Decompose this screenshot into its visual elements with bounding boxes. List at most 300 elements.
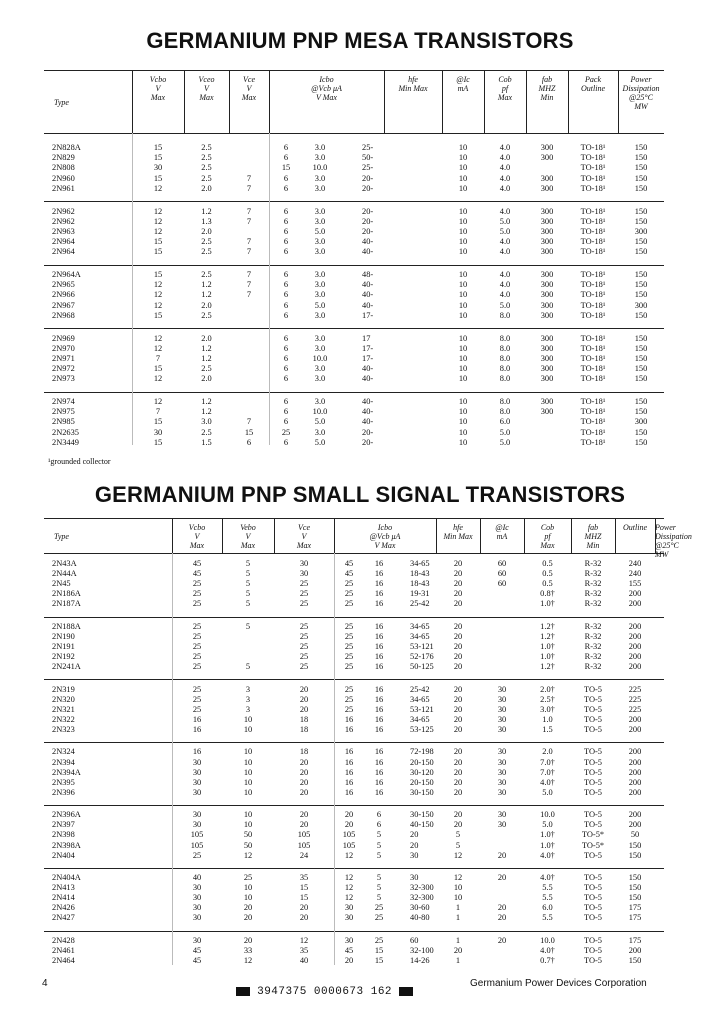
table-cell: 15	[244, 427, 254, 437]
header-cell	[384, 75, 442, 93]
table-cell: 2.5	[201, 427, 212, 437]
table-cell: 25	[344, 589, 354, 599]
table-row	[44, 685, 664, 695]
group-separator	[44, 805, 664, 806]
table-cell: 2N404A	[52, 873, 81, 882]
table-cell: 3	[245, 684, 251, 694]
table-cell: 5	[376, 850, 382, 860]
header-line: Icbo	[377, 523, 393, 532]
table-cell: 2.5	[201, 153, 212, 163]
header-line: pf	[544, 532, 551, 541]
column-divider	[568, 71, 569, 133]
table-cell: 30	[497, 747, 507, 757]
table-cell: 2.0	[201, 226, 212, 236]
table-cell: 6	[283, 353, 289, 363]
table-row	[44, 830, 664, 840]
group-separator	[44, 868, 664, 869]
table-row	[44, 810, 664, 820]
table-cell: 12	[153, 343, 163, 353]
table-cell: 5	[376, 893, 382, 903]
table-cell: 2N965	[52, 280, 75, 290]
table-cell: 8.0	[499, 364, 511, 374]
table-cell: 150	[634, 173, 648, 183]
column-divider	[615, 519, 616, 553]
column-divider	[484, 71, 485, 133]
table-cell: 5	[245, 621, 251, 631]
table-cell: 6.0	[499, 417, 511, 427]
table-cell: 2.0	[201, 374, 212, 384]
table-cell: 6	[283, 270, 289, 279]
table-cell: 20	[299, 704, 309, 714]
table-cell: TO-18¹	[580, 397, 606, 406]
table-row	[44, 247, 664, 257]
table-cell: TO-5*	[581, 840, 605, 850]
table-cell: 10	[458, 364, 468, 374]
table-row	[44, 788, 664, 798]
header-line: Vebo	[240, 523, 256, 532]
column-divider	[526, 71, 527, 133]
table-row	[44, 374, 664, 384]
table-cell: 20	[453, 684, 463, 694]
table-cell: 300	[634, 226, 648, 236]
table-cell: 25	[192, 684, 202, 694]
table-cell: 16	[374, 621, 384, 631]
table-cell: 10	[458, 226, 468, 236]
table-cell: 15	[374, 945, 384, 955]
table-row	[44, 334, 664, 344]
barcode-block-icon	[399, 987, 413, 996]
table-cell: 240	[628, 559, 642, 568]
table-cell: 12	[344, 883, 354, 893]
table-cell: 4.0	[499, 143, 511, 152]
table-cell: 200	[628, 662, 642, 672]
table-cell: R-32	[584, 642, 602, 651]
table-cell: 30	[192, 757, 202, 767]
table-cell: TO-18¹	[580, 417, 606, 427]
table-cell: 4.0	[499, 247, 511, 257]
table-cell: 18	[299, 725, 309, 734]
barcode	[236, 986, 413, 998]
table-cell: TO-5	[584, 820, 602, 830]
table-cell: 20	[497, 913, 507, 923]
table-cell: 30	[192, 913, 202, 923]
table-cell: 15	[153, 270, 163, 279]
table-cell: 10	[458, 397, 468, 406]
header-line: @Ic	[495, 523, 509, 532]
table-cell: 12	[243, 850, 253, 860]
table-cell: 16	[374, 652, 384, 662]
table-cell: TO-5	[584, 893, 602, 903]
table-cell: 20	[453, 777, 463, 787]
table-cell: 35	[299, 945, 309, 955]
table-cell: 10	[243, 787, 253, 797]
table-cell: 300	[634, 300, 648, 310]
table-cell: 300	[540, 290, 554, 300]
table-cell: 7	[246, 183, 252, 193]
column-divider	[655, 519, 656, 553]
table-cell: 20	[453, 767, 463, 777]
table-cell: TO-18¹	[580, 206, 606, 216]
table-cell: 20	[299, 820, 309, 830]
table-cell: TO-18¹	[580, 216, 606, 226]
table-cell: 1.2†	[540, 662, 555, 672]
table-cell: 20	[453, 747, 463, 757]
table-cell: 200	[628, 810, 642, 820]
table-cell: 30	[497, 704, 507, 714]
table-cell: 30	[153, 163, 163, 173]
table-cell: TO-18¹	[580, 374, 606, 384]
table-cell: 15	[153, 437, 163, 447]
table-cell: 6	[283, 237, 289, 247]
table-cell: 25	[299, 662, 309, 672]
table-row	[44, 364, 664, 374]
table-cell: 6	[376, 810, 382, 820]
table-row	[44, 841, 664, 851]
table-cell: 1.0	[542, 714, 553, 724]
table-cell: 200	[628, 777, 642, 787]
header-line: mA	[496, 532, 508, 541]
table-cell: TO-18¹	[580, 163, 606, 173]
table-cell: 16	[374, 599, 384, 609]
header-cell	[269, 75, 384, 102]
table-cell: 20-	[362, 427, 374, 437]
table-cell: TO-18¹	[580, 247, 606, 257]
table-cell: 2.0	[201, 333, 212, 343]
table-cell: 12	[453, 873, 463, 882]
table-cell: 300	[540, 143, 554, 152]
header-line: Max	[199, 93, 214, 102]
table-cell: 6	[283, 247, 289, 257]
table-cell: 25-	[362, 163, 374, 173]
table-cell: 53-121	[410, 704, 434, 714]
table-cell: 30	[497, 777, 507, 787]
table-cell: 16	[344, 787, 354, 797]
table-cell: 10	[243, 747, 253, 757]
table-cell: 2N964A	[52, 270, 81, 279]
table-cell: 4.0†	[540, 777, 555, 787]
barcode-text: 3947375 0000673 162	[257, 986, 393, 998]
table-cell: 30	[192, 893, 202, 903]
table-cell: 10	[453, 883, 463, 893]
table-cell: 3.0	[314, 310, 326, 320]
table-cell: TO-5	[584, 714, 602, 724]
table-cell: 18-43	[410, 579, 430, 589]
header-line: MHZ	[584, 532, 602, 541]
group-separator	[44, 742, 664, 743]
table-cell: 3.0	[314, 280, 326, 290]
table-cell: 1.0†	[540, 642, 555, 651]
table-cell: 2N461	[52, 945, 75, 955]
table-cell: 150	[634, 163, 648, 173]
table-cell: 20	[453, 820, 463, 830]
table-cell: 2N414	[52, 893, 75, 903]
table-cell: 8.0	[499, 310, 511, 320]
group-separator	[44, 328, 664, 329]
table-cell: 3.0	[314, 247, 326, 257]
header-line: Max	[540, 541, 555, 550]
table-cell: 150	[634, 216, 648, 226]
table-cell: 20	[243, 913, 253, 923]
table-cell: 5	[376, 883, 382, 893]
table-cell: TO-5	[584, 903, 602, 913]
table-cell: 175	[628, 935, 642, 945]
table-cell: 16	[374, 569, 384, 579]
table-cell: 16	[374, 694, 384, 704]
header-line: Vce	[243, 75, 255, 84]
table-cell: 5	[376, 830, 382, 840]
table-cell: 20	[299, 810, 309, 820]
table-row	[44, 227, 664, 237]
table-cell: 2N404	[52, 850, 75, 860]
table-cell: 30	[299, 569, 309, 579]
table-row	[44, 873, 664, 883]
table-cell: 20	[453, 559, 463, 568]
table-cell: 1.2	[201, 290, 212, 300]
table-cell: 300	[540, 153, 554, 163]
table-cell: 30	[192, 903, 202, 913]
table-cell: TO-18¹	[580, 300, 606, 310]
table-row	[44, 301, 664, 311]
table-cell: 30	[344, 913, 354, 923]
table-cell: 2N970	[52, 343, 75, 353]
table-cell: 2N45	[52, 579, 71, 589]
column-divider	[480, 519, 481, 553]
table-cell: 40-	[362, 290, 374, 300]
table-cell: 5.0	[499, 216, 511, 226]
table-cell: TO-5	[584, 684, 602, 694]
table-cell: 300	[540, 300, 554, 310]
table-cell: 40	[299, 956, 309, 965]
table-cell: R-32	[584, 579, 602, 589]
table-cell: 16	[344, 777, 354, 787]
table-row	[44, 344, 664, 354]
table-cell: 2N972	[52, 364, 75, 374]
header-line: Outline	[581, 84, 605, 93]
table-cell: TO-5	[584, 704, 602, 714]
table-row	[44, 290, 664, 300]
table-cell: TO-18¹	[580, 343, 606, 353]
table-cell: 10	[458, 310, 468, 320]
table-cell: TO-18¹	[580, 437, 606, 447]
table-cell: 40-	[362, 237, 374, 247]
table-cell: 300	[540, 310, 554, 320]
table-cell: 12	[153, 216, 163, 226]
group-separator	[44, 931, 664, 932]
table-cell: 15	[153, 153, 163, 163]
column-divider	[618, 71, 619, 133]
table-cell: 25	[192, 652, 202, 662]
table-cell: 20	[344, 810, 354, 820]
table-cell: 6	[283, 226, 289, 236]
table-cell: 150	[628, 850, 642, 860]
table-cell: 150	[628, 893, 642, 903]
table-cell: 17-	[362, 343, 374, 353]
table-cell: 2N395	[52, 777, 75, 787]
table-cell: 20	[497, 873, 507, 882]
table-cell: 150	[634, 343, 648, 353]
column-divider	[172, 519, 173, 553]
table-cell: 300	[540, 183, 554, 193]
table-cell: 40-	[362, 417, 374, 427]
table-row	[44, 695, 664, 705]
table-row	[44, 569, 664, 579]
table-cell: 30	[192, 935, 202, 945]
table-cell: 33	[243, 945, 253, 955]
table-cell: 150	[634, 280, 648, 290]
table-cell: 6	[283, 290, 289, 300]
header-cell	[480, 523, 524, 541]
header-line: MHZ	[538, 84, 556, 93]
table-cell: 3.0	[314, 427, 326, 437]
table-cell: 3.0	[314, 270, 326, 279]
table-cell: 2N192	[52, 652, 75, 662]
column-divider	[436, 519, 437, 553]
table-cell: TO-18¹	[580, 310, 606, 320]
table-cell: 10	[243, 767, 253, 777]
table-cell: 0.5	[542, 569, 553, 579]
table-cell: 200	[628, 747, 642, 757]
table-cell: 40-	[362, 407, 374, 417]
header-line: Max	[241, 93, 257, 102]
table-cell: 5	[376, 873, 382, 882]
table-cell: 1.5	[542, 725, 553, 734]
table-cell: 12	[299, 935, 309, 945]
table-cell: 0.8†	[540, 589, 555, 599]
table-cell: 3.0	[314, 143, 326, 152]
table-cell: TO-5	[584, 883, 602, 893]
table-row	[44, 642, 664, 652]
table-cell: 10.0	[312, 163, 328, 173]
table-cell: TO-5	[584, 747, 602, 757]
table-cell: 12	[153, 397, 163, 406]
header-line: Type	[54, 532, 69, 541]
table-cell: 105	[342, 840, 356, 850]
table-cell: 7	[155, 353, 161, 363]
table-cell: 45	[344, 945, 354, 955]
table-cell: 16	[344, 747, 354, 757]
table-cell: 15	[153, 364, 163, 374]
column-divider	[229, 71, 230, 133]
header-line: V	[301, 532, 307, 541]
table-cell: 7	[246, 206, 252, 216]
table-cell: 2.5	[201, 270, 212, 279]
table-cell: 4.0	[499, 270, 511, 279]
group-separator	[44, 265, 664, 266]
table-cell: 300	[540, 270, 554, 279]
table-cell: 2.0	[201, 300, 212, 310]
table-cell: 5	[455, 830, 461, 840]
table-cell: 7	[246, 247, 252, 257]
table-cell: 16	[374, 662, 384, 672]
table-cell: TO-18¹	[580, 173, 606, 183]
table-cell: 2N44A	[52, 569, 77, 579]
column-divider	[184, 71, 185, 133]
table-cell: 20	[453, 704, 463, 714]
table-cell: 12	[153, 300, 163, 310]
table-cell: 300	[540, 280, 554, 290]
header-line: Outline	[623, 523, 647, 532]
table-cell: 6	[283, 364, 289, 374]
table-cell: 2N964	[52, 247, 75, 257]
table-cell: 2N427	[52, 913, 75, 923]
table-cell: 5.0	[499, 226, 511, 236]
table-cell: 150	[634, 374, 648, 384]
column-divider	[442, 71, 443, 133]
header-line: @Vcb μA	[369, 532, 401, 541]
table-cell: 45	[192, 945, 202, 955]
table-cell: 300	[540, 216, 554, 226]
table-cell: 20-	[362, 216, 374, 226]
table-cell: 150	[628, 956, 642, 965]
table-cell: 16	[374, 704, 384, 714]
table-cell: 25	[344, 704, 354, 714]
table-cell: 20	[453, 757, 463, 767]
table-cell: 6	[283, 143, 289, 152]
table-cell: 25-42	[410, 599, 430, 609]
table-cell: 2N829	[52, 153, 75, 163]
table-cell: 30	[153, 427, 163, 437]
table-row	[44, 589, 664, 599]
table-cell: TO-5	[584, 725, 602, 734]
table-cell: 20	[453, 599, 463, 609]
header-cell	[655, 523, 692, 559]
table-cell: 12	[153, 280, 163, 290]
barcode-block-icon	[236, 987, 250, 996]
table-cell: 40-80	[410, 913, 430, 923]
table-cell: 2.5	[201, 310, 212, 320]
table-cell: TO-18¹	[580, 364, 606, 374]
header-line: Max	[240, 541, 256, 550]
table-cell: 10	[458, 417, 468, 427]
table-cell: 2N968	[52, 310, 75, 320]
table-row	[44, 820, 664, 830]
header-line: Min	[540, 93, 554, 102]
table-row	[44, 270, 664, 280]
table-cell: 45	[192, 559, 202, 568]
table-cell: 2N397	[52, 820, 75, 830]
table-cell: 6	[283, 310, 289, 320]
table-cell: 3	[245, 694, 251, 704]
table-cell: 17	[362, 333, 371, 343]
header-cell	[274, 523, 334, 550]
table-cell: 25	[299, 599, 309, 609]
table-cell: 3	[245, 704, 251, 714]
header-line: Power	[655, 523, 676, 532]
table-cell: 150	[634, 206, 648, 216]
table-cell: 150	[628, 883, 642, 893]
table-cell: 150	[634, 247, 648, 257]
table-row	[44, 438, 664, 448]
table-cell: 4.0	[499, 206, 511, 216]
table-cell: 12	[153, 183, 163, 193]
table-cell: 19-31	[410, 589, 430, 599]
table-cell: 5.0	[314, 437, 326, 447]
table-cell: 25	[192, 621, 202, 631]
table-cell: 105	[297, 840, 311, 850]
table-cell: 20	[453, 621, 463, 631]
table-row	[44, 936, 664, 946]
table-cell: 2N974	[52, 397, 75, 406]
header-line: hfe	[408, 75, 418, 84]
table-cell: 5	[245, 589, 251, 599]
header-line: Dissipation	[622, 84, 660, 93]
table-cell: 12	[153, 226, 163, 236]
table-cell: 25	[344, 599, 354, 609]
table-cell: R-32	[584, 569, 602, 579]
table-cell: 175	[628, 903, 642, 913]
table-cell: 12	[243, 956, 253, 965]
header-cell	[484, 75, 526, 102]
